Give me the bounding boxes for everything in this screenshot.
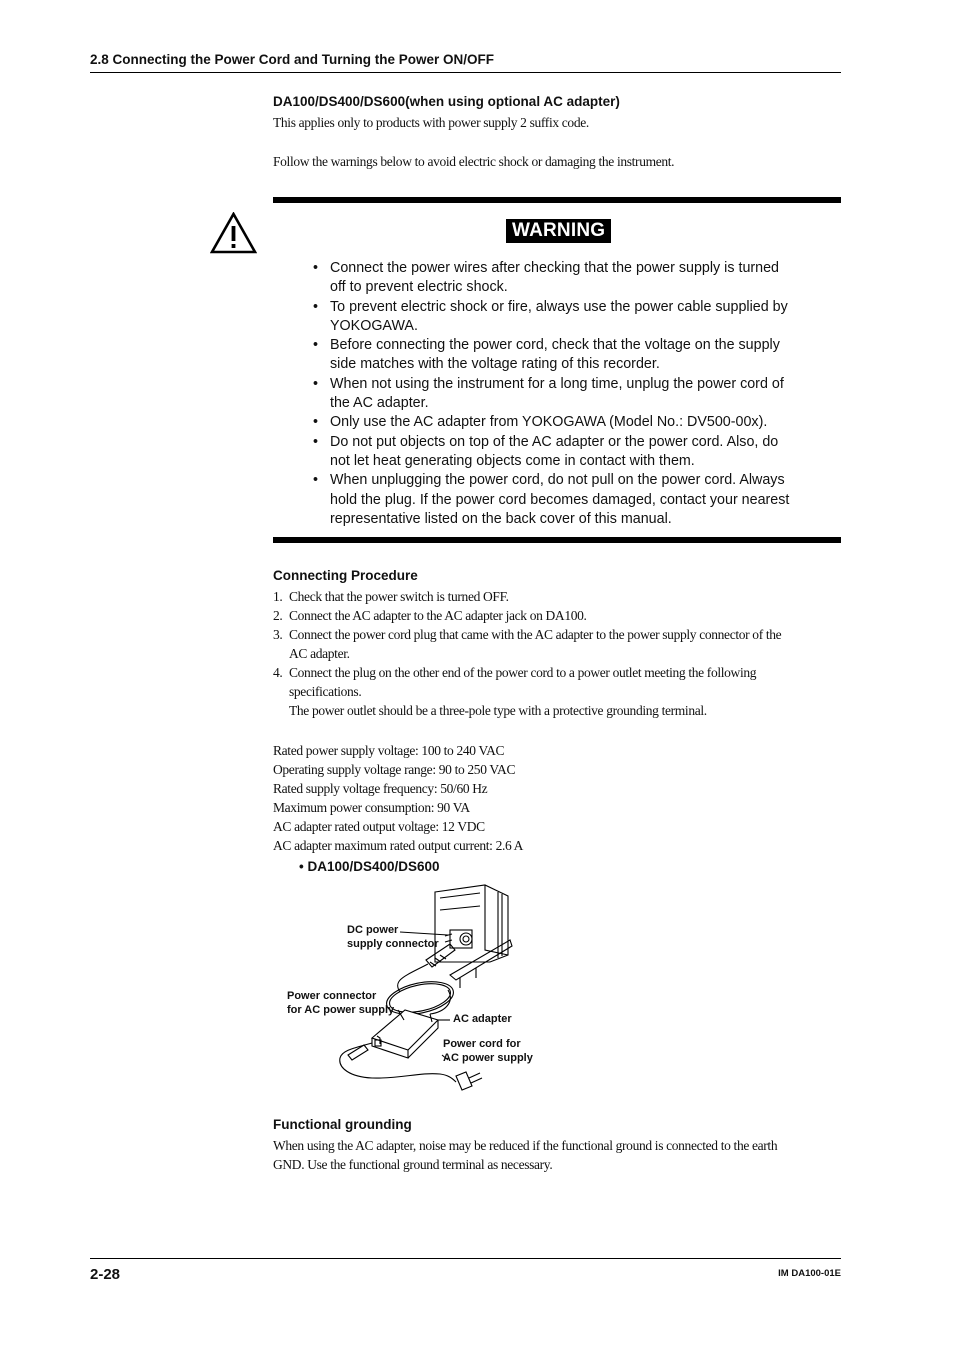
warning-item: • Do not put objects on top of the AC adapter or the power cord. Also, do not let heat generating objects come in contact with them. [313,433,798,472]
ac-adapter-illustration [280,880,580,1105]
dc-power-label [347,923,439,951]
spec-line: AC adapter maximum rated output current: 2.6 A [273,838,524,853]
warning-item: • Before connecting the power cord, check that the voltage on the supply side matches with the voltage rating of this recorder. [313,336,798,375]
section-header-title: 2.8 Connecting the Power Cord and Turning the Power ON/OFF [90,52,495,67]
step-number: 1. [273,589,283,604]
warning-intro-paragraph: Follow the warnings below to avoid electric shock or damaging the instrument. [273,154,675,169]
step-text: Connect the plug on the other end of the power cord to a power outlet meeting the following specifications. [289,665,757,699]
warning-bottom-bar [273,537,841,543]
warning-item: • Only use the AC adapter from YOKOGAWA (Model No.: DV500-00x). [313,413,798,432]
power-cord-label [443,1037,533,1065]
label-line: Power connector [287,990,377,1002]
label-line: for AC power supply [287,1004,395,1016]
intro-paragraph: This applies only to products with power supply 2 suffix code. [273,115,589,130]
procedure-step [273,625,793,663]
step-text: Connect the power cord plug that came with the AC adapter to the power supply connector of the AC adapter. [289,627,782,661]
procedure-steps [273,587,793,720]
step-text: Check that the power switch is turned OFF. [289,589,509,604]
label-line: supply connector [347,938,439,950]
warning-list [313,259,798,529]
grounding-heading: Functional grounding [273,1117,412,1132]
step-text: Connect the AC adapter to the AC adapter jack on DA100. [289,608,587,623]
spec-line: Operating supply voltage range: 90 to 250 VAC [273,762,516,777]
step-number: 2. [273,608,283,623]
page-number: 2-28 [90,1266,121,1283]
spec-line: Rated supply voltage frequency: 50/60 Hz [273,781,488,796]
spec-line: Rated power supply voltage: 100 to 240 VAC [273,743,505,758]
procedure-step [273,606,793,625]
power-specifications [273,741,523,855]
warning-item: • Connect the power wires after checking that the power supply is turned off to prevent electric shock. [313,259,798,298]
warning-item: • When not using the instrument for a long time, unplug the power cord of the AC adapter. [313,375,798,414]
label-line: DC power [347,924,399,936]
step-number: 4. [273,665,283,680]
section-heading: DA100/DS400/DS600(when using optional AC adapter) [273,94,620,109]
warning-triangle-icon [210,212,257,254]
procedure-step [273,587,793,606]
warning-top-bar [273,197,841,203]
ac-adapter-label: AC adapter [453,1013,512,1025]
procedure-step [273,663,793,720]
procedure-heading: Connecting Procedure [273,568,418,583]
document-id: IM DA100-01E [778,1268,841,1279]
step-note: The power outlet should be a three-pole type with a protective grounding terminal. [289,703,707,718]
figure-title: • DA100/DS400/DS600 [299,859,440,874]
spec-line: Maximum power consumption: 90 VA [273,800,470,815]
label-line: AC power supply [443,1052,533,1064]
grounding-paragraph: When using the AC adapter, noise may be reduced if the functional ground is connected to the earth GND. Use the functional ground terminal as necessary. [273,1138,778,1172]
warning-label: WARNING [506,219,611,243]
spec-line: AC adapter rated output voltage: 12 VDC [273,819,485,834]
footer-rule [90,1258,841,1259]
warning-item: • To prevent electric shock or fire, always use the power cable supplied by YOKOGAWA. [313,298,798,337]
warning-item: • When unplugging the power cord, do not pull on the power cord. Always hold the plug. If the power cord becomes damaged, contact your nearest representative listed on the back cover of this manual. [313,471,798,529]
step-number: 3. [273,627,283,642]
label-line: Power cord for [443,1038,521,1050]
power-connector-label [287,989,394,1017]
header-rule [90,72,841,73]
